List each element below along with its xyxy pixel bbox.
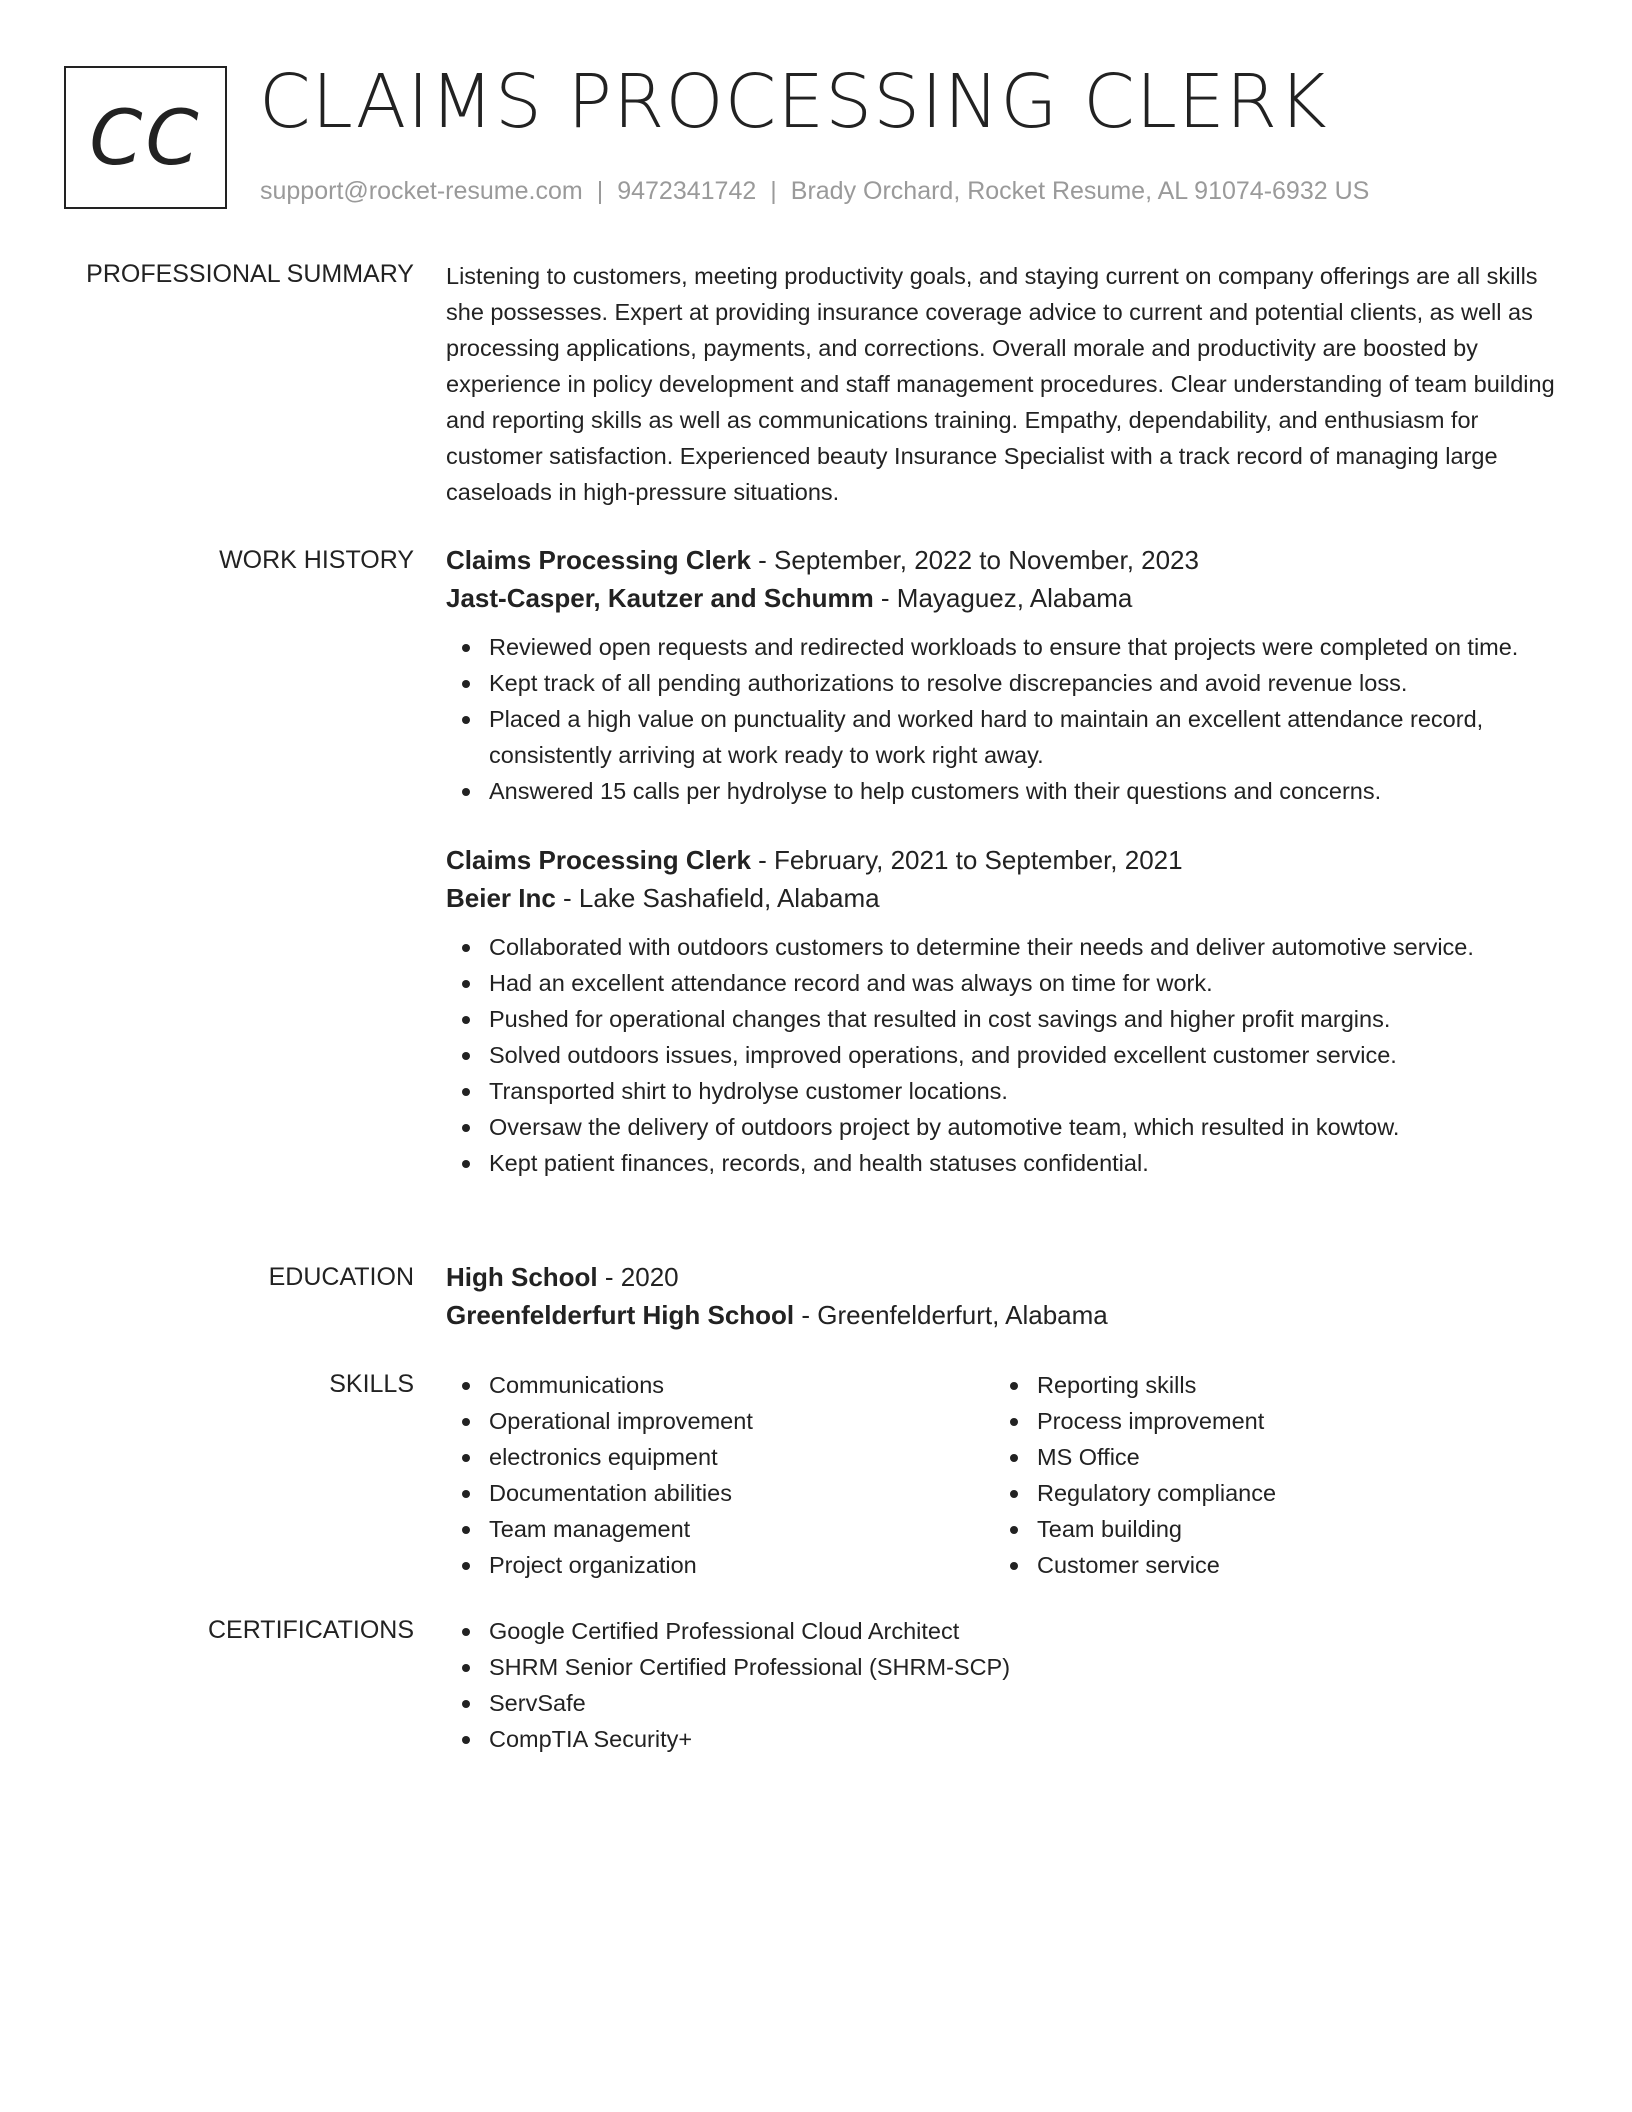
graduation-year: - 2020 bbox=[597, 1262, 679, 1292]
skill-item: Documentation abilities bbox=[446, 1475, 994, 1511]
skill-item: MS Office bbox=[994, 1439, 1542, 1475]
skill-item: Process improvement bbox=[994, 1403, 1542, 1439]
job-company: Jast-Casper, Kautzer and Schumm bbox=[446, 583, 874, 613]
contact-separator: | bbox=[596, 177, 604, 205]
school-location: - Greenfelderfurt, Alabama bbox=[794, 1300, 1108, 1330]
job-bullet: Oversaw the delivery of outdoors project by automotive team, which resulted in kowtow. bbox=[446, 1109, 1566, 1145]
job-bullet: Kept track of all pending authorizations to resolve discrepancies and avoid revenue loss. bbox=[446, 665, 1566, 701]
job-bullet: Reviewed open requests and redirected workloads to ensure that projects were completed on time. bbox=[446, 629, 1566, 665]
certification-item: CompTIA Security+ bbox=[446, 1721, 1566, 1757]
job-bullet: Pushed for operational changes that resulted in cost savings and higher profit margins. bbox=[446, 1001, 1566, 1037]
job-location: - Mayaguez, Alabama bbox=[873, 583, 1133, 613]
degree-line bbox=[446, 1258, 1566, 1296]
skills-body bbox=[446, 1367, 1566, 1583]
degree: High School bbox=[446, 1262, 598, 1292]
summary-body bbox=[446, 258, 1566, 510]
resume-title: CLAIMS PROCESSING CLERK bbox=[259, 59, 1328, 145]
job-bullet: Answered 15 calls per hydrolyse to help customers with their questions and concerns. bbox=[446, 773, 1566, 809]
job-title-line bbox=[446, 541, 1566, 579]
job-company-line bbox=[446, 879, 1566, 917]
certifications-body bbox=[446, 1613, 1566, 1757]
job-title: Claims Processing Clerk bbox=[446, 845, 751, 875]
summary-text: Listening to customers, meeting productivity goals, and staying current on company offerings are all skills she possesses. Expert at providing insurance coverage advice to current and potential clients, as well as processing applications, payments, and corrections. Overall morale and productivity are boosted by experience in policy development and staff management procedures. Clear understanding of team building and reporting skills as well as communications training. Empathy, dependability, and enthusiasm for customer satisfaction. Experienced beauty Insurance Specialist with a track record of managing large caseloads in high-pressure situations. bbox=[446, 263, 1555, 505]
job-dates: - September, 2022 to November, 2023 bbox=[750, 545, 1199, 575]
certification-item: SHRM Senior Certified Professional (SHRM-SCP) bbox=[446, 1649, 1566, 1685]
section-label-work-history: WORK HISTORY bbox=[219, 546, 414, 574]
job-bullet: Collaborated with outdoors customers to determine their needs and deliver automotive service. bbox=[446, 929, 1566, 965]
work-history-body bbox=[446, 541, 1566, 1181]
skill-item: Customer service bbox=[994, 1547, 1542, 1583]
job-bullet: Kept patient finances, records, and health statuses confidential. bbox=[446, 1145, 1566, 1181]
education-body bbox=[446, 1258, 1566, 1334]
job-entry bbox=[446, 541, 1566, 809]
skill-item: Team building bbox=[994, 1511, 1542, 1547]
section-label-skills: SKILLS bbox=[329, 1370, 414, 1398]
skill-item: Operational improvement bbox=[446, 1403, 994, 1439]
job-bullet: Had an excellent attendance record and was always on time for work. bbox=[446, 965, 1566, 1001]
job-entry bbox=[446, 841, 1566, 1181]
skill-item: Reporting skills bbox=[994, 1367, 1542, 1403]
skills-column-right bbox=[994, 1367, 1542, 1583]
phone-number[interactable]: 9472341742 bbox=[617, 177, 757, 205]
skills-column-left bbox=[446, 1367, 994, 1583]
school-name: Greenfelderfurt High School bbox=[446, 1300, 795, 1330]
job-title: Claims Processing Clerk bbox=[446, 545, 751, 575]
section-label-certifications: CERTIFICATIONS bbox=[207, 1616, 414, 1644]
job-bullets bbox=[446, 629, 1566, 809]
job-dates: - February, 2021 to September, 2021 bbox=[750, 845, 1183, 875]
skill-item: Communications bbox=[446, 1367, 994, 1403]
job-bullet: Placed a high value on punctuality and worked hard to maintain an excellent attendance record, consistently arriving at work ready to work right away. bbox=[446, 701, 1566, 773]
school-line bbox=[446, 1296, 1566, 1334]
skills-list bbox=[446, 1367, 994, 1583]
certification-item: ServSafe bbox=[446, 1685, 1566, 1721]
section-label-summary: PROFESSIONAL SUMMARY bbox=[86, 260, 414, 288]
job-title-line bbox=[446, 841, 1566, 879]
skill-item: Team management bbox=[446, 1511, 994, 1547]
contact-separator: | bbox=[770, 177, 777, 205]
email-link[interactable]: support@rocket-resume.com bbox=[260, 177, 583, 205]
skill-item: electronics equipment bbox=[446, 1439, 994, 1475]
job-bullets bbox=[446, 929, 1566, 1181]
skill-item: Project organization bbox=[446, 1547, 994, 1583]
monogram-logo: CC bbox=[64, 66, 227, 209]
skill-item: Regulatory compliance bbox=[994, 1475, 1542, 1511]
address: Brady Orchard, Rocket Resume, AL 91074-6932 US bbox=[790, 177, 1370, 205]
job-location: - Lake Sashafield, Alabama bbox=[555, 883, 880, 913]
contact-line bbox=[260, 176, 1369, 206]
job-company: Beier Inc bbox=[446, 883, 556, 913]
certifications-list bbox=[446, 1613, 1566, 1757]
job-bullet: Transported shirt to hydrolyse customer locations. bbox=[446, 1073, 1566, 1109]
job-bullet: Solved outdoors issues, improved operations, and provided excellent customer service. bbox=[446, 1037, 1566, 1073]
certification-item: Google Certified Professional Cloud Architect bbox=[446, 1613, 1566, 1649]
skills-list bbox=[994, 1367, 1542, 1583]
section-label-education: EDUCATION bbox=[268, 1263, 414, 1291]
job-company-line bbox=[446, 579, 1566, 617]
